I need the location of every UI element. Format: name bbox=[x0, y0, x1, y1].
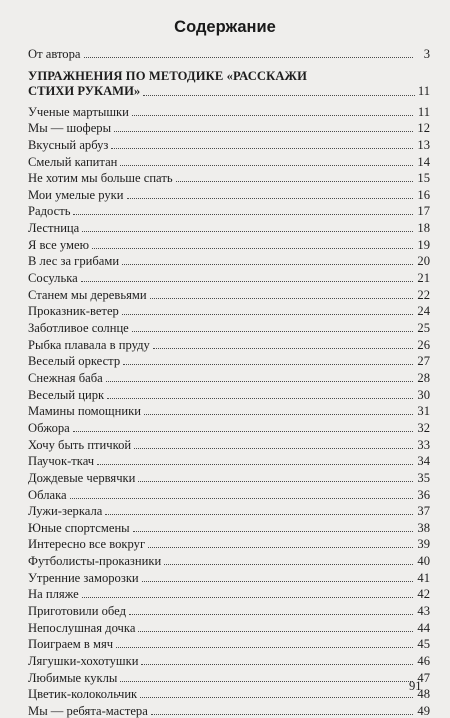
toc-entry-label: Станем мы деревьями bbox=[28, 287, 147, 302]
toc-entry-label: Футболисты-проказники bbox=[28, 554, 162, 569]
toc-entry bbox=[28, 418, 430, 435]
section-page: 11 bbox=[417, 84, 430, 98]
dot-leader bbox=[176, 181, 413, 182]
toc-entry bbox=[28, 302, 430, 319]
toc-entry bbox=[28, 585, 430, 602]
toc-entry-label: Дождевые червячки bbox=[28, 470, 136, 485]
toc-entry-label: Рыбка плавала в пруду bbox=[28, 337, 150, 352]
dot-leader bbox=[111, 148, 413, 149]
toc-entry-page: 47 bbox=[417, 670, 430, 685]
toc-entry-label: Веселый цирк bbox=[28, 387, 105, 402]
toc-entry-page: 41 bbox=[417, 570, 430, 585]
toc-entry bbox=[28, 368, 430, 385]
toc-entry-page: 20 bbox=[417, 254, 430, 269]
toc-entry bbox=[28, 235, 430, 252]
toc-entry-label: Заботливое солнце bbox=[28, 321, 129, 336]
toc-entry bbox=[28, 452, 430, 469]
toc-entry-label: Лужи-зеркала bbox=[28, 504, 103, 519]
toc-entry-label: Лягушки-хохотушки bbox=[28, 654, 139, 669]
toc-entry-page: 26 bbox=[417, 337, 430, 352]
toc-entry bbox=[28, 402, 430, 419]
dot-leader bbox=[138, 481, 413, 482]
toc-entry bbox=[28, 285, 430, 302]
dot-leader bbox=[107, 398, 413, 399]
toc-entry-page: 43 bbox=[417, 604, 430, 619]
dot-leader bbox=[97, 464, 413, 465]
dot-leader bbox=[114, 131, 413, 132]
toc-entry bbox=[28, 135, 430, 152]
toc-entry bbox=[28, 269, 430, 286]
toc-entry bbox=[28, 435, 430, 452]
toc-entry bbox=[28, 552, 430, 569]
toc-entry-page: 46 bbox=[417, 654, 430, 669]
toc-entry-page: 45 bbox=[417, 637, 430, 652]
toc-entry bbox=[28, 535, 430, 552]
toc-entry-page: 3 bbox=[423, 46, 430, 61]
toc-entry-label: Непослушная дочка bbox=[28, 620, 136, 635]
toc-entry-page: 12 bbox=[417, 121, 430, 136]
toc-entry bbox=[28, 318, 430, 335]
toc-entry-page: 14 bbox=[417, 154, 430, 169]
toc-entry-label: Ученые мартышки bbox=[28, 104, 129, 119]
toc-entry bbox=[28, 102, 430, 119]
toc-entry-label: Утренние заморозки bbox=[28, 570, 139, 585]
toc-entry-page: 16 bbox=[417, 187, 430, 202]
dot-leader bbox=[105, 514, 413, 515]
toc-entry bbox=[28, 152, 430, 169]
dot-leader bbox=[148, 547, 413, 548]
toc-entry-label: Не хотим мы больше спать bbox=[28, 171, 173, 186]
toc-entry-page: 19 bbox=[417, 237, 430, 252]
dot-leader bbox=[132, 331, 413, 332]
toc-entry bbox=[28, 352, 430, 369]
toc-entry-label: Поиграем в мяч bbox=[28, 637, 114, 652]
toc-entry-page: 24 bbox=[417, 304, 430, 319]
dot-leader bbox=[134, 448, 413, 449]
toc-entry bbox=[28, 169, 430, 186]
toc-entry-label: Снежная баба bbox=[28, 370, 103, 385]
toc-entry-label: Цветик-колокольчик bbox=[28, 687, 138, 702]
toc-entry-page: 44 bbox=[417, 620, 430, 635]
toc-entry-label: Лестница bbox=[28, 221, 80, 236]
toc-entry bbox=[28, 335, 430, 352]
toc-entry-page: 17 bbox=[417, 204, 430, 219]
dot-leader bbox=[151, 714, 413, 715]
toc-entry-page: 13 bbox=[417, 137, 430, 152]
dot-leader bbox=[141, 664, 413, 665]
toc-entry bbox=[28, 685, 430, 702]
toc-entry-page: 36 bbox=[417, 487, 430, 502]
toc-entry bbox=[28, 219, 430, 236]
toc-entry-page: 40 bbox=[417, 554, 430, 569]
toc-entry bbox=[28, 119, 430, 136]
dot-leader bbox=[82, 597, 413, 598]
toc-entry-intro bbox=[28, 44, 430, 61]
toc-entry-label: Мамины помощники bbox=[28, 404, 141, 419]
section-heading-line2-row bbox=[28, 84, 430, 99]
toc-entry-label: Вкусный арбуз bbox=[28, 137, 109, 152]
toc-entry-label: Сосулька bbox=[28, 271, 78, 286]
toc-entry-page: 42 bbox=[417, 587, 430, 602]
toc-entry bbox=[28, 602, 430, 619]
toc-entry bbox=[28, 252, 430, 269]
toc-entry-page: 18 bbox=[417, 221, 430, 236]
toc-entry-label: Приготовили обед bbox=[28, 604, 126, 619]
toc-entry-page: 31 bbox=[417, 404, 430, 419]
dot-leader bbox=[153, 348, 413, 349]
toc-entry-page: 35 bbox=[417, 470, 430, 485]
toc-entry-label: Мы — ребята-мастера bbox=[28, 703, 148, 718]
toc-entry-page: 48 bbox=[417, 687, 430, 702]
toc-entry-label: Обжора bbox=[28, 420, 70, 435]
dot-leader bbox=[120, 165, 413, 166]
dot-leader bbox=[140, 697, 413, 698]
dot-leader bbox=[144, 414, 413, 415]
dot-leader bbox=[143, 95, 415, 96]
toc-entry bbox=[28, 485, 430, 502]
toc-entry-label: Юные спортсмены bbox=[28, 520, 130, 535]
dot-leader bbox=[106, 381, 413, 382]
dot-leader bbox=[150, 298, 413, 299]
toc-entry bbox=[28, 618, 430, 635]
toc-entry-page: 11 bbox=[417, 104, 430, 119]
toc-entry-page: 38 bbox=[417, 520, 430, 535]
dot-leader bbox=[129, 614, 413, 615]
toc-entry-label: Мы — шоферы bbox=[28, 121, 112, 136]
dot-leader bbox=[92, 248, 413, 249]
toc-entry-label: Мои умелые руки bbox=[28, 187, 124, 202]
toc-entry-page: 34 bbox=[417, 454, 430, 469]
dot-leader bbox=[133, 531, 413, 532]
toc-entry-page: 27 bbox=[417, 354, 430, 369]
toc-entry bbox=[28, 701, 430, 718]
dot-leader bbox=[81, 281, 413, 282]
toc-entry-label: Облака bbox=[28, 487, 67, 502]
toc-entry-label: Интересно все вокруг bbox=[28, 537, 146, 552]
toc-entry-label: Я все умею bbox=[28, 237, 90, 252]
toc-entry-page: 37 bbox=[417, 504, 430, 519]
dot-leader bbox=[142, 581, 413, 582]
toc-entry-label: Веселый оркестр bbox=[28, 354, 121, 369]
toc-entry-page: 21 bbox=[417, 271, 430, 286]
dot-leader bbox=[82, 231, 413, 232]
toc-entry-label: Паучок-ткач bbox=[28, 454, 95, 469]
toc-entry-page: 33 bbox=[417, 437, 430, 452]
dot-leader bbox=[164, 564, 413, 565]
toc-entry-page: 28 bbox=[417, 370, 430, 385]
toc-entry bbox=[28, 518, 430, 535]
toc-entry-label: Хочу быть птичкой bbox=[28, 437, 132, 452]
dot-leader bbox=[123, 364, 413, 365]
toc-entry bbox=[28, 668, 430, 685]
toc-entry-page: 15 bbox=[417, 171, 430, 186]
toc-entry-label: Проказник-ветер bbox=[28, 304, 119, 319]
dot-leader bbox=[132, 115, 413, 116]
toc-entry bbox=[28, 468, 430, 485]
toc-entry-page: 49 bbox=[417, 703, 430, 718]
toc-entry bbox=[28, 202, 430, 219]
toc-entry-label: Любимые куклы bbox=[28, 670, 118, 685]
dot-leader bbox=[138, 631, 413, 632]
page-number: 91 bbox=[409, 679, 422, 693]
page-title: Содержание bbox=[174, 18, 276, 36]
dot-leader bbox=[122, 314, 413, 315]
toc-entry bbox=[28, 385, 430, 402]
toc-entry bbox=[28, 185, 430, 202]
section-heading-line1: УПРАЖНЕНИЯ ПО МЕТОДИКЕ «РАССКАЖИ bbox=[28, 69, 307, 83]
dot-leader bbox=[120, 681, 413, 682]
toc-entry bbox=[28, 502, 430, 519]
toc-entry-page: 25 bbox=[417, 321, 430, 336]
dot-leader bbox=[122, 264, 413, 265]
toc-entry-label: Радость bbox=[28, 204, 71, 219]
dot-leader bbox=[73, 431, 413, 432]
toc-entry bbox=[28, 568, 430, 585]
section-heading-line2: СТИХИ РУКАМИ» bbox=[28, 84, 141, 98]
toc-entry-label: От автора bbox=[28, 46, 81, 61]
toc-entry-label: На пляже bbox=[28, 587, 79, 602]
toc-entry bbox=[28, 651, 430, 668]
toc-entry-page: 22 bbox=[417, 287, 430, 302]
toc-entry bbox=[28, 635, 430, 652]
dot-leader bbox=[70, 498, 413, 499]
toc-entry-label: В лес за грибами bbox=[28, 254, 120, 269]
toc-entry-page: 30 bbox=[417, 387, 430, 402]
toc-entry-page: 32 bbox=[417, 420, 430, 435]
section-heading bbox=[28, 69, 430, 99]
toc-entry-page: 39 bbox=[417, 537, 430, 552]
dot-leader bbox=[84, 57, 414, 58]
dot-leader bbox=[73, 214, 413, 215]
dot-leader bbox=[127, 198, 413, 199]
toc-entry-label: Смелый капитан bbox=[28, 154, 118, 169]
dot-leader bbox=[116, 647, 413, 648]
